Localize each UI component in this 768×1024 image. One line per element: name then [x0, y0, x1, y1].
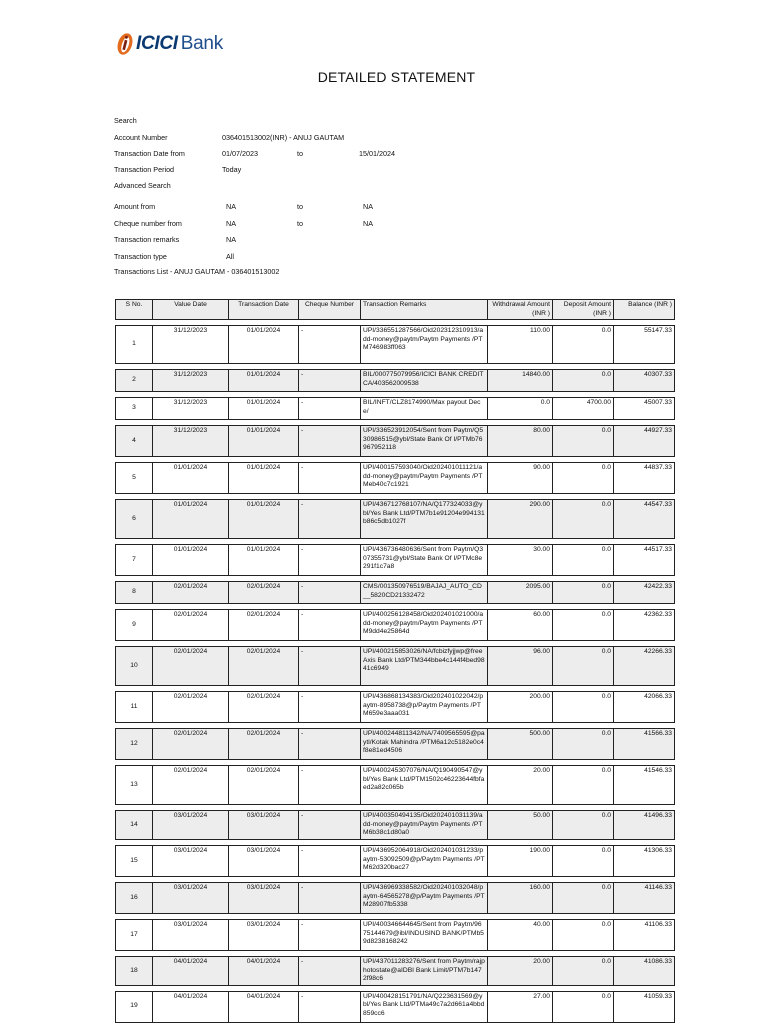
table-row [116, 647, 675, 686]
table-cell-cheque-number: - [299, 500, 361, 539]
table-cell-balance: 44517.33 [614, 545, 675, 576]
table-cell-withdrawal: 290.00 [488, 500, 553, 539]
col-header-withdrawal: Withdrawal Amount (INR ) [488, 300, 553, 320]
table-cell-cheque-number: - [299, 919, 361, 950]
table-cell-value-date: 01/01/2024 [153, 500, 229, 539]
table-cell-balance: 41106.33 [614, 919, 675, 950]
table-cell-withdrawal: 160.00 [488, 882, 553, 913]
table-cell-balance: 44547.33 [614, 500, 675, 539]
table-cell-cheque-number: - [299, 545, 361, 576]
table-cell-transaction-date: 03/01/2024 [229, 882, 299, 913]
table-cell-deposit: 0.0 [553, 326, 614, 364]
table-row [116, 991, 675, 1022]
table-cell-withdrawal: 27.00 [488, 991, 553, 1022]
table-cell-value-date: 31/12/2023 [153, 326, 229, 364]
table-cell-withdrawal: 20.00 [488, 956, 553, 985]
col-header-transaction-date: Transaction Date [229, 300, 299, 320]
table-cell-sno: 7 [116, 545, 153, 576]
table-cell-sno: 9 [116, 610, 153, 641]
table-cell-deposit: 0.0 [553, 882, 614, 913]
table-cell-sno: 18 [116, 956, 153, 985]
table-cell-sno: 17 [116, 919, 153, 950]
table-row [116, 692, 675, 723]
amount-from-value: NA [226, 202, 236, 211]
table-cell-deposit: 4700.00 [553, 398, 614, 420]
table-cell-deposit: 0.0 [553, 647, 614, 686]
logo-text-bank: Bank [180, 33, 223, 54]
table-cell-sno: 3 [116, 398, 153, 420]
table-cell-cheque-number: - [299, 647, 361, 686]
col-header-sno: S No. [116, 300, 153, 320]
table-cell-cheque-number: - [299, 463, 361, 494]
table-cell-withdrawal: 110.00 [488, 326, 553, 364]
table-cell-cheque-number: - [299, 426, 361, 457]
table-row [116, 766, 675, 805]
col-header-value-date: Value Date [153, 300, 229, 320]
table-cell-balance: 41496.33 [614, 811, 675, 840]
amount-to-label: to [297, 202, 303, 211]
table-cell-cheque-number: - [299, 370, 361, 392]
table-cell-transaction-date: 01/01/2024 [229, 500, 299, 539]
table-cell-sno: 6 [116, 500, 153, 539]
type-value: All [226, 252, 234, 261]
table-cell-deposit: 0.0 [553, 692, 614, 723]
table-cell-cheque-number: - [299, 811, 361, 840]
table-cell-remarks: BIL/000775079956/ICICI BANK CREDIT CA/403562009538 [361, 370, 488, 392]
table-cell-transaction-date: 04/01/2024 [229, 956, 299, 985]
table-cell-withdrawal: 2095.00 [488, 582, 553, 604]
table-cell-cheque-number: - [299, 398, 361, 420]
table-cell-withdrawal: 30.00 [488, 545, 553, 576]
period-label: Transaction Period [114, 165, 175, 174]
table-cell-deposit: 0.0 [553, 956, 614, 985]
table-cell-sno: 5 [116, 463, 153, 494]
table-cell-value-date: 03/01/2024 [153, 811, 229, 840]
table-cell-value-date: 02/01/2024 [153, 647, 229, 686]
cheque-from-value: NA [226, 219, 236, 228]
table-cell-value-date: 02/01/2024 [153, 766, 229, 805]
table-cell-withdrawal: 90.00 [488, 463, 553, 494]
icici-logo-icon [116, 31, 134, 57]
table-row [116, 845, 675, 876]
table-cell-transaction-date: 02/01/2024 [229, 729, 299, 760]
logo-text-icici: ICICI [136, 33, 178, 54]
table-row [116, 463, 675, 494]
table-cell-balance: 41086.33 [614, 956, 675, 985]
table-cell-withdrawal: 50.00 [488, 811, 553, 840]
col-header-cheque-number: Cheque Number [299, 300, 361, 320]
table-row [116, 956, 675, 985]
table-cell-deposit: 0.0 [553, 919, 614, 950]
table-cell-deposit: 0.0 [553, 545, 614, 576]
table-cell-sno: 19 [116, 991, 153, 1022]
table-cell-balance: 41146.33 [614, 882, 675, 913]
col-header-transaction-remarks: Transaction Remarks [361, 300, 488, 320]
table-cell-cheque-number: - [299, 692, 361, 723]
table-row [116, 610, 675, 641]
account-value: 036401513002(INR) - ANUJ GAUTAM [222, 133, 345, 142]
table-cell-transaction-date: 01/01/2024 [229, 463, 299, 494]
table-cell-cheque-number: - [299, 610, 361, 641]
table-cell-transaction-date: 01/01/2024 [229, 326, 299, 364]
logo-text [136, 33, 223, 55]
table-cell-remarks: UPI/436712768107/NA/Q177324033@ybl/Yes Bank Ltd/PTM7b1e91204e994131b86c5db1027f [361, 500, 488, 539]
cheque-label: Cheque number from [114, 219, 182, 228]
table-cell-cheque-number: - [299, 845, 361, 876]
table-cell-balance: 44927.33 [614, 426, 675, 457]
table-row [116, 326, 675, 364]
icici-bank-logo [116, 30, 223, 58]
table-cell-value-date: 31/12/2023 [153, 370, 229, 392]
table-cell-transaction-date: 03/01/2024 [229, 845, 299, 876]
table-cell-balance: 41566.33 [614, 729, 675, 760]
amount-label: Amount from [114, 202, 156, 211]
table-cell-value-date: 02/01/2024 [153, 729, 229, 760]
table-cell-remarks: UPI/400157593040/Oid202401011121/add-money@paytm/Paytm Payments /PTMeb40c7c1921 [361, 463, 488, 494]
amount-to-value: NA [363, 202, 373, 211]
table-cell-transaction-date: 01/01/2024 [229, 370, 299, 392]
table-cell-deposit: 0.0 [553, 845, 614, 876]
table-cell-cheque-number: - [299, 882, 361, 913]
cheque-to-label: to [297, 219, 303, 228]
table-cell-sno: 12 [116, 729, 153, 760]
table-cell-transaction-date: 01/01/2024 [229, 398, 299, 420]
table-row [116, 398, 675, 420]
table-cell-cheque-number: - [299, 766, 361, 805]
transactions-list-text: Transactions List - ANUJ GAUTAM - 036401513002 [114, 267, 280, 276]
table-cell-deposit: 0.0 [553, 811, 614, 840]
table-cell-value-date: 02/01/2024 [153, 692, 229, 723]
type-label: Transaction type [114, 252, 167, 261]
table-cell-sno: 16 [116, 882, 153, 913]
table-cell-remarks: UPI/400346644645/Sent from Paytm/9675144679@ibl/INDUSIND BANK/PTMb59d8238168242 [361, 919, 488, 950]
table-cell-withdrawal: 80.00 [488, 426, 553, 457]
table-cell-value-date: 03/01/2024 [153, 845, 229, 876]
table-cell-balance: 44837.33 [614, 463, 675, 494]
table-cell-transaction-date: 02/01/2024 [229, 647, 299, 686]
transactions-table-body [116, 320, 675, 1023]
table-cell-remarks: UPI/436736480636/Sent from Paytm/Q307355731@ybl/State Bank Of I/PTMc8e291f1c7a8 [361, 545, 488, 576]
table-cell-balance: 41546.33 [614, 766, 675, 805]
table-cell-withdrawal: 500.00 [488, 729, 553, 760]
table-cell-remarks: UPI/436868134383/Oid202401022042/paytm-8958738@p/Paytm Payments /PTM659e3aaa031 [361, 692, 488, 723]
transactions-table [115, 299, 675, 1023]
table-cell-transaction-date: 02/01/2024 [229, 766, 299, 805]
remarks-value: NA [226, 235, 236, 244]
table-cell-remarks: UPI/436969338582/Oid202401032048/paytm-64565278@p/Paytm Payments /PTM28907fb5338 [361, 882, 488, 913]
table-cell-sno: 15 [116, 845, 153, 876]
table-cell-value-date: 03/01/2024 [153, 919, 229, 950]
date-from-label: Transaction Date from [114, 149, 185, 158]
table-cell-balance: 55147.33 [614, 326, 675, 364]
table-cell-transaction-date: 04/01/2024 [229, 991, 299, 1022]
table-cell-transaction-date: 01/01/2024 [229, 426, 299, 457]
table-cell-remarks: CMS/001350976519/BAJAJ_AUTO_CD__5820CD21332472 [361, 582, 488, 604]
period-value: Today [222, 165, 242, 174]
transactions-list-heading [114, 267, 279, 276]
table-cell-value-date: 03/01/2024 [153, 882, 229, 913]
table-cell-sno: 2 [116, 370, 153, 392]
table-cell-value-date: 31/12/2023 [153, 426, 229, 457]
table-cell-remarks: UPI/336551287566/Oid202312310913/add-money@paytm/Paytm Payments /PTM746983ff063 [361, 326, 488, 364]
table-row [116, 370, 675, 392]
table-row [116, 545, 675, 576]
table-cell-balance: 42362.33 [614, 610, 675, 641]
table-cell-deposit: 0.0 [553, 463, 614, 494]
table-cell-remarks: BIL/INFT/CLZ8174990/Max payout Dece/ [361, 398, 488, 420]
table-cell-deposit: 0.0 [553, 500, 614, 539]
table-cell-value-date: 01/01/2024 [153, 463, 229, 494]
search-heading-text: Search [114, 116, 137, 125]
remarks-label: Transaction remarks [114, 235, 180, 244]
table-cell-sno: 11 [116, 692, 153, 723]
table-cell-remarks: UPI/336523912054/Sent from Paytm/Q530986515@ybl/State Bank Of I/PTMb76967952118 [361, 426, 488, 457]
date-to-value: 15/01/2024 [359, 149, 395, 158]
table-cell-transaction-date: 03/01/2024 [229, 811, 299, 840]
table-cell-remarks: UPI/400350494135/Oid202401031139/add-money@paytm/Paytm Payments /PTM6b38c1d80a0 [361, 811, 488, 840]
table-cell-withdrawal: 60.00 [488, 610, 553, 641]
date-from-value: 01/07/2023 [222, 149, 258, 158]
table-cell-withdrawal: 190.00 [488, 845, 553, 876]
table-cell-balance: 42066.33 [614, 692, 675, 723]
table-cell-sno: 1 [116, 326, 153, 364]
table-cell-sno: 14 [116, 811, 153, 840]
table-cell-remarks: UPI/400428151791/NA/Q223631569@ybl/Yes Bank Ltd/PTMa49c7a2d661a4bbd859cc6 [361, 991, 488, 1022]
table-row [116, 729, 675, 760]
table-cell-cheque-number: - [299, 582, 361, 604]
table-cell-remarks: UPI/400245307076/NA/Q190490547@ybl/Yes Bank Ltd/PTM1502c46223644fbfaed2a82c065b [361, 766, 488, 805]
table-cell-remarks: UPI/400244811342/NA/7409565595@paytl/Kotak Mahindra /PTM6a12c5182e0c4f8e81ed4506 [361, 729, 488, 760]
table-cell-deposit: 0.0 [553, 582, 614, 604]
table-cell-balance: 41306.33 [614, 845, 675, 876]
table-row [116, 500, 675, 539]
table-cell-cheque-number: - [299, 326, 361, 364]
table-cell-value-date: 02/01/2024 [153, 610, 229, 641]
table-cell-value-date: 04/01/2024 [153, 991, 229, 1022]
table-row [116, 882, 675, 913]
table-cell-balance: 40307.33 [614, 370, 675, 392]
table-cell-cheque-number: - [299, 729, 361, 760]
table-row [116, 811, 675, 840]
cheque-to-value: NA [363, 219, 373, 228]
page-title: DETAILED STATEMENT [317, 69, 476, 85]
table-cell-transaction-date: 02/01/2024 [229, 610, 299, 641]
table-cell-withdrawal: 200.00 [488, 692, 553, 723]
table-cell-cheque-number: - [299, 956, 361, 985]
table-cell-deposit: 0.0 [553, 370, 614, 392]
table-cell-deposit: 0.0 [553, 610, 614, 641]
col-header-balance: Balance (INR ) [614, 300, 675, 320]
table-cell-remarks: UPI/400256128458/Oid202401021000/add-money@paytm/Paytm Payments /PTM9dd4e25864d [361, 610, 488, 641]
table-cell-balance: 42266.33 [614, 647, 675, 686]
table-cell-withdrawal: 40.00 [488, 919, 553, 950]
table-cell-withdrawal: 0.0 [488, 398, 553, 420]
table-row [116, 582, 675, 604]
table-cell-transaction-date: 02/01/2024 [229, 582, 299, 604]
table-cell-transaction-date: 01/01/2024 [229, 545, 299, 576]
table-cell-value-date: 31/12/2023 [153, 398, 229, 420]
date-to-label: to [297, 149, 303, 158]
table-cell-remarks: UPI/400215853026/NA/fcbizfyjjwp@freeAxis Bank Ltd/PTM344bbe4c144f4bed9841c6949 [361, 647, 488, 686]
table-cell-remarks: UPI/437011283276/Sent from Paytm/rajphotostate@aIDBI Bank Limit/PTM7b1472f98c6 [361, 956, 488, 985]
table-cell-sno: 4 [116, 426, 153, 457]
table-cell-balance: 42422.33 [614, 582, 675, 604]
table-cell-value-date: 01/01/2024 [153, 545, 229, 576]
table-header-row [116, 300, 675, 320]
table-row [116, 426, 675, 457]
table-cell-balance: 45007.33 [614, 398, 675, 420]
table-cell-remarks: UPI/436952064918/Oid202401031233/paytm-53092509@p/Paytm Payments /PTM62d320bac27 [361, 845, 488, 876]
table-cell-deposit: 0.0 [553, 729, 614, 760]
table-cell-deposit: 0.0 [553, 991, 614, 1022]
account-label: Account Number [114, 133, 168, 142]
table-cell-withdrawal: 20.00 [488, 766, 553, 805]
table-cell-sno: 8 [116, 582, 153, 604]
table-cell-transaction-date: 02/01/2024 [229, 692, 299, 723]
search-heading [114, 116, 137, 125]
table-row [116, 919, 675, 950]
advanced-search-heading [114, 181, 171, 190]
table-cell-deposit: 0.0 [553, 766, 614, 805]
table-cell-withdrawal: 14840.00 [488, 370, 553, 392]
table-cell-deposit: 0.0 [553, 426, 614, 457]
table-cell-value-date: 02/01/2024 [153, 582, 229, 604]
table-cell-balance: 41059.33 [614, 991, 675, 1022]
table-cell-cheque-number: - [299, 991, 361, 1022]
table-cell-value-date: 04/01/2024 [153, 956, 229, 985]
table-cell-transaction-date: 03/01/2024 [229, 919, 299, 950]
table-cell-sno: 13 [116, 766, 153, 805]
advanced-search-text: Advanced Search [114, 181, 171, 190]
col-header-deposit: Deposit Amount (INR ) [553, 300, 614, 320]
table-cell-sno: 10 [116, 647, 153, 686]
table-cell-withdrawal: 96.00 [488, 647, 553, 686]
